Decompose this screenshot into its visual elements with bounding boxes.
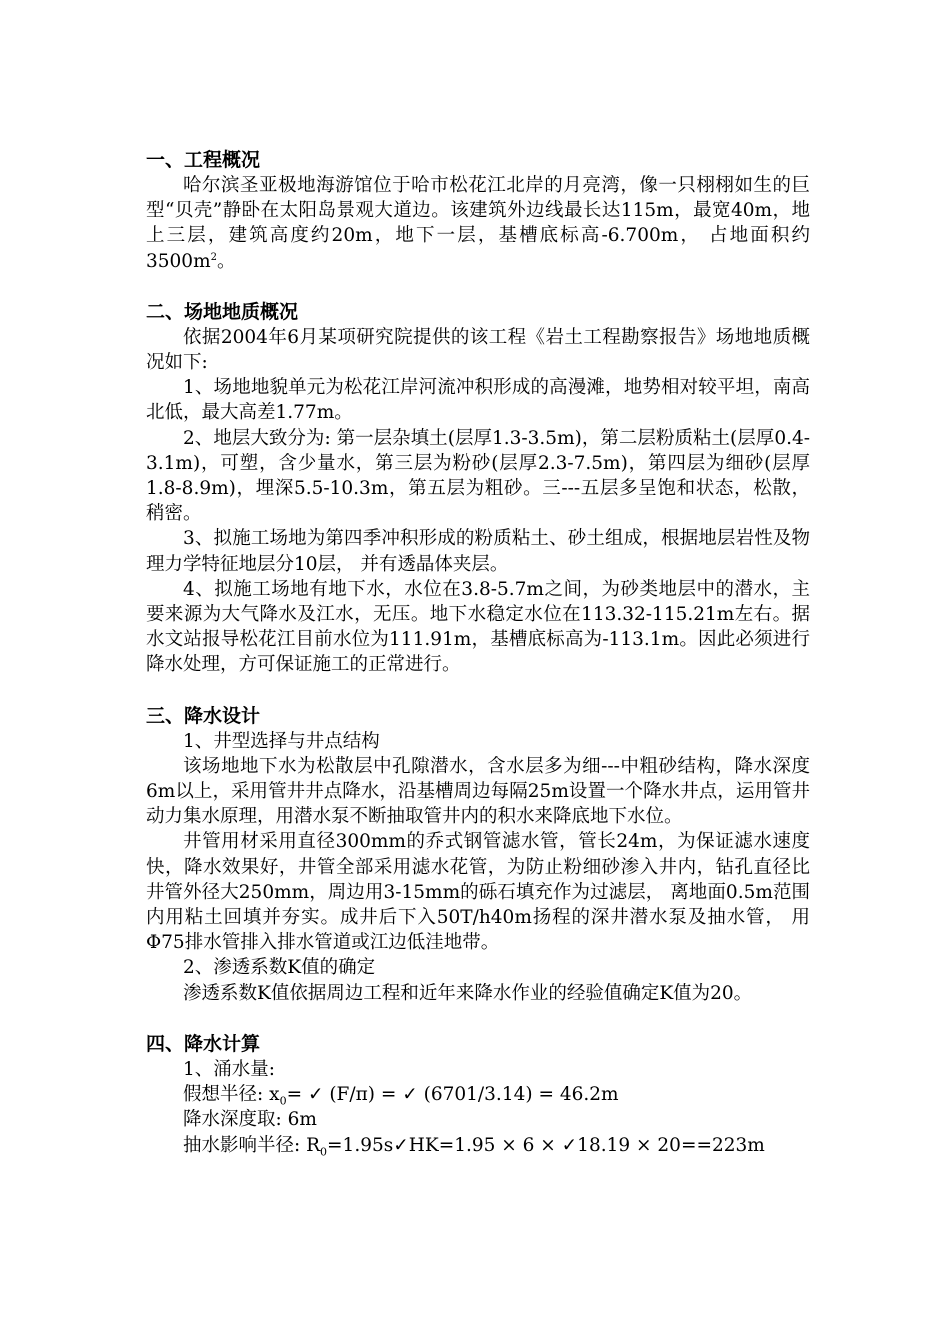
section-2-intro: 依据2004年6月某项研究院提供的该工程《岩土工程勘察报告》场地地质概况如下: [146, 326, 810, 374]
formula-radius [146, 1082, 810, 1107]
section-3-paragraph-3: 渗透系数K值依据周边工程和近年来降水作业的经验值确定K值为20。 [183, 982, 753, 1004]
section-3-heading: 三、降水设计 [146, 704, 261, 727]
section-3-subheading-1: 1、井型选择与井点结构 [183, 730, 380, 752]
section-4-heading: 四、降水计算 [146, 1032, 261, 1055]
section-2-item-4: 4、拟施工场地有地下水，水位在3.8-5.7m之间，为砂类地层中的潜水，主要来源为大气降水及江水，无压。地下水稳定水位在113.32-115.21m左右。据水文站报导松花江目前水位为111.91m，基槽底标高为-113.1m。因此必须进行降水处理，方可保证施工的正常进行。 [146, 578, 810, 676]
formula-influence-value: =1.95s✓HK=1.95 × 6 × ✓18.19 × 20==223m [327, 1134, 765, 1156]
section-2-item-3: 3、拟施工场地为第四季冲积形成的粉质粘土、砂土组成，根据地层岩性及物理力学特征地层分10层， 并有透晶体夹层。 [146, 528, 810, 575]
spacer [146, 1006, 810, 1032]
spacer [146, 274, 810, 300]
formula-radius-label: 假想半径: x [183, 1084, 280, 1106]
superscript-2: 2 [210, 251, 217, 263]
spacer [146, 678, 810, 704]
section-3-subheading-2: 2、渗透系数K值的确定 [183, 957, 376, 979]
formula-depth: 降水深度取: 6m [183, 1109, 317, 1131]
document-page [146, 148, 810, 1158]
section-1-paragraph [146, 173, 810, 274]
section-2-heading: 二、场地地质概况 [146, 300, 299, 323]
subscript-0: 0 [279, 1094, 287, 1108]
subscript-0: 0 [320, 1145, 328, 1159]
section-3-paragraph-2: 井管用材采用直径300mm的乔式钢管滤水管，管长24m，为保证滤水速度快，降水效果好，井管全部采用滤水花管，为防止粉细砂渗入井内，钻孔直径比井管外径大250mm，周边用3-15mm的砾石填充作为过滤层， 离地面0.5m范围内用粘土回填并夯实。成井后下入50T/h40m扬程的深井潜水泵及抽水管， 用Φ75排水管排入排水管道或江边低洼地带。 [146, 831, 810, 954]
section-4-subheading-1: 1、涌水量: [183, 1058, 276, 1080]
section-2-item-2: 2、地层大致分为: 第一层杂填土(层厚1.3-3.5m)，第二层粉质粘土(层厚0.4-3.1m)，可塑，含少量水，第三层为粉砂(层厚2.3-7.5m)，第四层为细砂(层厚1.8-8.9m)，埋深5.5-10.3m，第五层为粗砂。三---五层多呈饱和状态，松散，稍密。 [146, 427, 810, 525]
formula-influence-radius [146, 1133, 810, 1158]
section-3-paragraph-1: 该场地地下水为松散层中孔隙潜水，含水层多为细---中粗砂结构，降水深度6m以上，采用管井井点降水，沿基槽周边每隔25m设置一个降水井点，运用管井动力集水原理，用潜水泵不断抽取管井内的积水来降底地下水位。 [146, 755, 810, 828]
section-1-heading: 一、工程概况 [146, 149, 261, 171]
formula-influence-label: 抽水影响半径: R [183, 1134, 321, 1156]
section-2-item-1: 1、场地地貌单元为松花江岸河流冲积形成的高漫滩，地势相对较平坦，南高北低，最大高差1.77m。 [146, 377, 810, 424]
formula-radius-value: = ✓ (F/π) = ✓ (6701/3.14) = 46.2m [286, 1084, 619, 1106]
section-1-text-end: 。 [217, 250, 236, 272]
section-1-text: 哈尔滨圣亚极地海游馆位于哈市松花江北岸的月亮湾，像一只栩栩如生的巨型“贝壳”静卧在太阳岛景观大道边。该建筑外边线最长达115m，最宽40m，地上三层，建筑高度约20m，地下一层，基槽底标高-6.700m， 占地面积约3500m [146, 175, 810, 272]
